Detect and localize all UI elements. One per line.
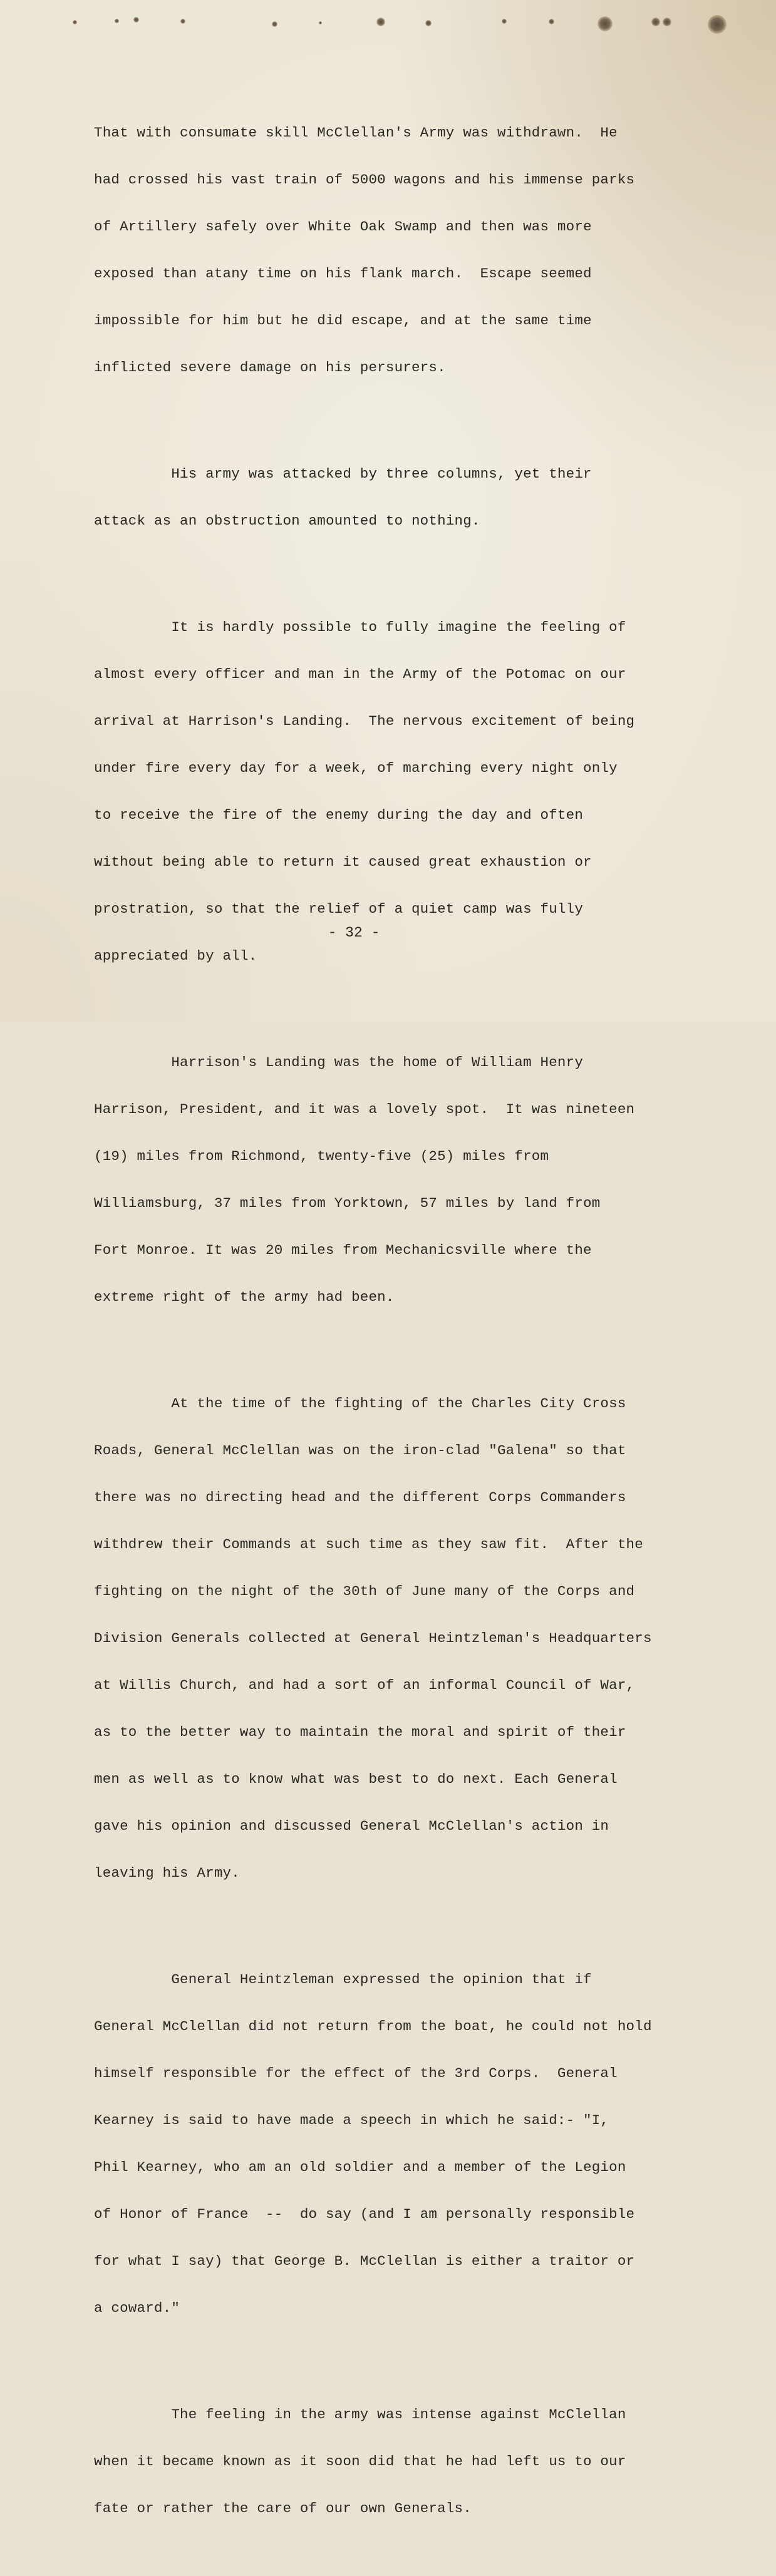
text-line: Fort Monroe. It was 20 miles from Mechanicsville where the bbox=[94, 1242, 592, 1258]
text-line: Phil Kearney, who am an old soldier and a member of the Legion bbox=[94, 2159, 626, 2175]
text-line: to receive the fire of the enemy during the day and often bbox=[94, 807, 584, 823]
text-line: Williamsburg, 37 miles from Yorktown, 57 miles by land from bbox=[94, 1195, 601, 1211]
text-line: Harrison's Landing was the home of William Henry bbox=[94, 1054, 584, 1070]
text-line: prostration, so that the relief of a quiet camp was fully bbox=[94, 901, 584, 917]
text-line: of Artillery safely over White Oak Swamp and then was more bbox=[94, 218, 592, 235]
text-line: It is hardly possible to fully imagine the feeling of bbox=[94, 619, 626, 635]
text-line: there was no directing head and the different Corps Commanders bbox=[94, 1489, 626, 1506]
paragraph-2 bbox=[94, 435, 695, 560]
text-line: almost every officer and man in the Army of the Potomac on our bbox=[94, 666, 626, 682]
text-line: Harrison, President, and it was a lovely spot. It was nineteen bbox=[94, 1101, 635, 1117]
text-line: (19) miles from Richmond, twenty-five (25) miles from bbox=[94, 1148, 549, 1164]
text-line: extreme right of the army had been. bbox=[94, 1289, 395, 1305]
text-line: General McClellan did not return from the boat, he could not hold bbox=[94, 2018, 652, 2035]
text-line: Roads, General McClellan was on the iron-clad "Galena" so that bbox=[94, 1442, 626, 1459]
text-line: without being able to return it caused great exhaustion or bbox=[94, 854, 592, 870]
paragraph-5 bbox=[94, 1365, 695, 1912]
text-line: men as well as to know what was best to do next. Each General bbox=[94, 1771, 618, 1787]
text-line: had crossed his vast train of 5000 wagons and his immense parks bbox=[94, 172, 635, 188]
text-line: leaving his Army. bbox=[94, 1865, 240, 1881]
typed-body-text bbox=[94, 94, 695, 2576]
text-line: under fire every day for a week, of marching every night only bbox=[94, 760, 618, 776]
page-number: - 32 - bbox=[328, 925, 380, 941]
text-line: impossible for him but he did escape, and at the same time bbox=[94, 312, 592, 329]
text-line: Division Generals collected at General Heintzleman's Headquarters bbox=[94, 1630, 652, 1646]
text-line: appreciated by all. bbox=[94, 948, 257, 964]
text-line: at Willis Church, and had a sort of an informal Council of War, bbox=[94, 1677, 635, 1693]
text-line: for what I say) that George B. McClellan is either a traitor or bbox=[94, 2253, 635, 2269]
text-line: fighting on the night of the 30th of June many of the Corps and bbox=[94, 1583, 635, 1599]
text-line: of Honor of France -- do say (and I am personally responsible bbox=[94, 2206, 635, 2222]
text-line: a coward." bbox=[94, 2300, 180, 2316]
text-line: General Heintzleman expressed the opinion that if bbox=[94, 1971, 592, 1988]
paragraph-7 bbox=[94, 2376, 695, 2548]
text-line: The feeling in the army was intense against McClellan bbox=[94, 2406, 626, 2423]
text-line: attack as an obstruction amounted to nothing. bbox=[94, 513, 480, 529]
punch-holes-decoration bbox=[0, 14, 776, 33]
text-line: withdrew their Commands at such time as they saw fit. After the bbox=[94, 1536, 643, 1552]
text-line: Kearney is said to have made a speech in which he said:- "I, bbox=[94, 2112, 609, 2128]
text-line: as to the better way to maintain the moral and spirit of their bbox=[94, 1724, 626, 1740]
text-line: gave his opinion and discussed General McClellan's action in bbox=[94, 1818, 609, 1834]
text-line: At the time of the fighting of the Charles City Cross bbox=[94, 1395, 626, 1412]
text-line: himself responsible for the effect of the 3rd Corps. General bbox=[94, 2065, 618, 2081]
text-line: His army was attacked by three columns, yet their bbox=[94, 466, 592, 482]
paragraph-4 bbox=[94, 1024, 695, 1337]
text-line: That with consumate skill McClellan's Army was withdrawn. He bbox=[94, 125, 618, 141]
text-line: when it became known as it soon did that he had left us to our bbox=[94, 2453, 626, 2470]
paragraph-1 bbox=[94, 94, 695, 407]
text-line: exposed than atany time on his flank march. Escape seemed bbox=[94, 265, 592, 282]
paragraph-6 bbox=[94, 1941, 695, 2348]
text-line: arrival at Harrison's Landing. The nervous excitement of being bbox=[94, 713, 635, 729]
text-line: fate or rather the care of our own Generals. bbox=[94, 2500, 472, 2517]
text-line: inflicted severe damage on his persurers. bbox=[94, 359, 446, 376]
